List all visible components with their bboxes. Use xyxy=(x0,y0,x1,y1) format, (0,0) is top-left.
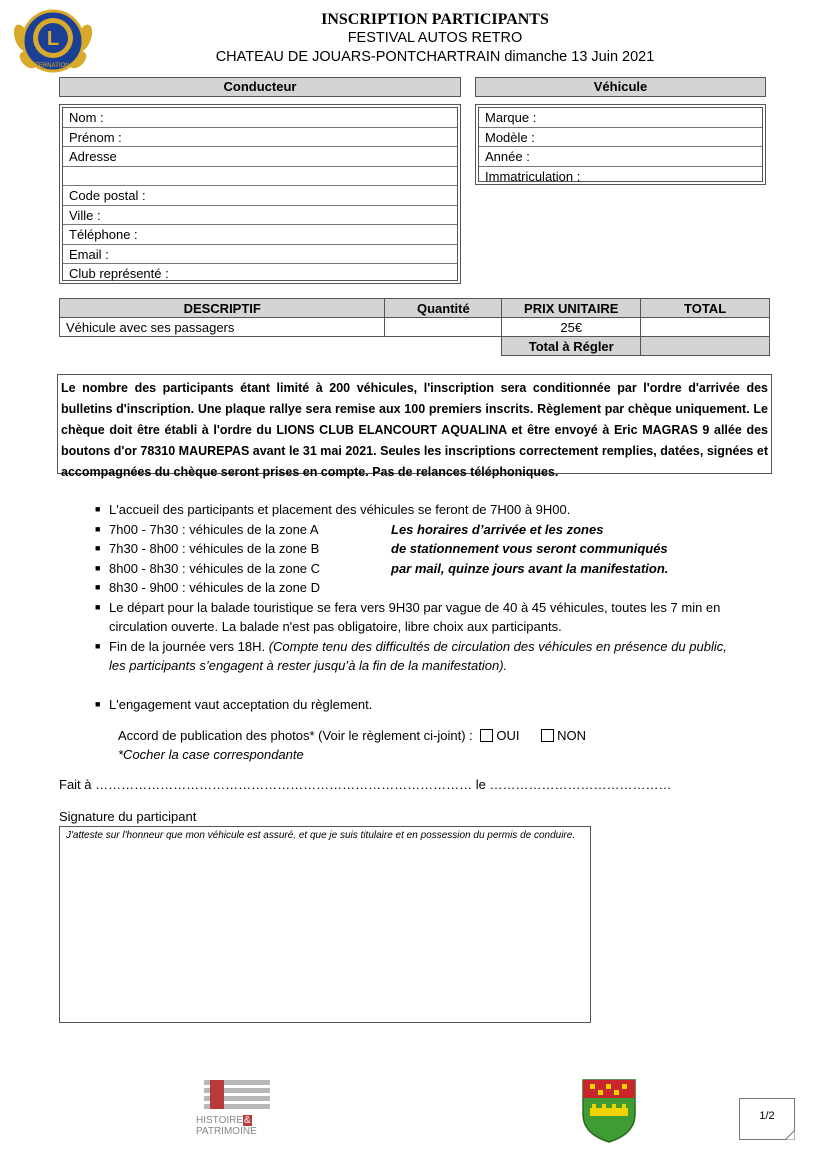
lions-logo-letter: L xyxy=(46,28,60,50)
page-number-box xyxy=(739,1098,795,1140)
vehicule-form xyxy=(475,104,766,185)
conducteur-form xyxy=(59,104,461,284)
conducteur-header xyxy=(59,77,461,97)
vehicule-field[interactable]: Année : xyxy=(479,147,762,167)
photos-question: Accord de publication des photos* (Voir le règlement ci-joint) : xyxy=(118,728,473,743)
non-label: NON xyxy=(557,728,587,743)
pricing-row xyxy=(60,318,770,337)
non-checkbox[interactable] xyxy=(541,729,554,742)
zone-d: ■ 8h30 - 9h00 : véhicules de la zone D xyxy=(95,580,321,595)
col-quantite: Quantité xyxy=(385,299,502,318)
col-prix-unitaire: PRIX UNITAIRE xyxy=(502,299,641,318)
info-depart: ■ Le départ pour la balade touristique se fera vers 9H30 par vague de 40 à 45 véhicules, toutes les 7 min en circulation ouverte. La balade n'est pas obligatoire, libre choix aux participants. xyxy=(95,599,721,634)
lions-logo-caption: INTERNATIONAL xyxy=(29,63,77,69)
logo-line1: HISTOIRE xyxy=(196,1115,244,1126)
conducteur-field[interactable] xyxy=(63,167,457,187)
coat-of-arms-icon xyxy=(580,1078,638,1144)
vehicule-field[interactable]: Immatriculation : xyxy=(485,168,581,184)
zone-b: ■ 7h30 - 8h00 : véhicules de la zone B de stationnement vous seront communiqués xyxy=(95,541,668,556)
row-descriptif: Véhicule avec ses passagers xyxy=(60,318,385,337)
col-total: TOTAL xyxy=(641,299,770,318)
vehicule-field[interactable]: Marque : xyxy=(479,108,762,128)
info-section xyxy=(95,500,775,714)
row-quantite[interactable] xyxy=(385,318,502,337)
event-line xyxy=(0,49,826,65)
attest-text: J'atteste sur l'honneur que mon véhicule est assuré, et que je suis titulaire et en possession du permis de conduire. xyxy=(66,830,576,841)
zone-c: ■ 8h00 - 8h30 : véhicules de la zone C par mail, quinze jours avant la manifestation. xyxy=(95,560,669,576)
conducteur-field[interactable]: Code postal : xyxy=(63,186,457,206)
total-value[interactable] xyxy=(641,337,770,356)
fait-le[interactable]: le …………………………………… xyxy=(475,777,672,792)
histoire-patrimoine-logo xyxy=(196,1076,278,1142)
logo-line2: PATRIMOINE xyxy=(196,1126,257,1137)
page-subtitle xyxy=(0,30,826,46)
fait-a[interactable]: Fait à …………………………………………………………………………… xyxy=(59,777,473,792)
page-title xyxy=(0,11,826,29)
conducteur-field[interactable]: Email : xyxy=(63,245,457,265)
photos-note: *Cocher la case correspondante xyxy=(118,747,304,762)
vehicule-header xyxy=(475,77,766,97)
conducteur-field[interactable]: Prénom : xyxy=(63,128,457,148)
conducteur-title: Conducteur xyxy=(223,79,297,94)
fait-line xyxy=(59,777,671,792)
info-accueil: ■ L'accueil des participants et placement des véhicules se feront de 7H00 à 9H00. xyxy=(95,502,571,517)
col-descriptif: DESCRIPTIF xyxy=(60,299,385,318)
event-text: CHATEAU DE JOUARS-PONTCHARTRAIN dimanche 13 Juin 2021 xyxy=(215,49,655,65)
conducteur-field[interactable]: Nom : xyxy=(63,108,457,128)
zone-a: ■ 7h00 - 7h30 : véhicules de la zone A Les horaires d’arrivée et les zones xyxy=(95,521,604,537)
oui-checkbox[interactable] xyxy=(480,729,493,742)
conducteur-field[interactable]: Adresse xyxy=(63,147,457,167)
total-label: Total à Régler xyxy=(502,337,641,356)
conducteur-field[interactable]: Téléphone : xyxy=(63,225,457,245)
pricing-header-row xyxy=(60,299,770,318)
conducteur-field[interactable]: Club représenté : xyxy=(69,266,169,281)
logo-amp: & xyxy=(244,1115,251,1126)
subtitle-text: FESTIVAL AUTOS RETRO xyxy=(347,30,523,46)
notice-box xyxy=(57,374,772,479)
info-fin: ■ Fin de la journée vers 18H. (Compte tenu des difficultés de circulation des véhicules en présence du public, les participants s’engagent à rester jusqu’à la fin de la manifestation). xyxy=(95,638,727,673)
signature-label: Signature du participant xyxy=(59,809,197,824)
conducteur-field[interactable]: Ville : xyxy=(63,206,457,226)
signature-box[interactable] xyxy=(59,826,591,1023)
vehicule-field[interactable]: Modèle : xyxy=(479,128,762,148)
photos-consent xyxy=(118,726,586,764)
vehicule-title: Véhicule xyxy=(593,79,648,94)
oui-label: OUI xyxy=(496,728,520,743)
notice-text: Le nombre des participants étant limité à 200 véhicules, l'inscription sera conditionnée par l'ordre d'arrivée des bulletins d'inscription. Une plaque rallye sera remise aux 100 premiers inscrits. Règlement par chèque uniquement. Le chèque doit être établi à l'ordre du LIONS CLUB ELANCOURT AQUALINA et être envoyé à Eric MAGRAS 9 allée des boutons d'or 78310 MAUREPAS avant le 31 mai 2021. Seules les inscriptions correctement remplies, datées, signées et accompagnées du chèque seront prises en compte. Pas de relances téléphoniques. xyxy=(61,381,768,479)
pricing-total-row xyxy=(60,337,770,356)
row-prix: 25€ xyxy=(502,318,641,337)
page-number: 1/2 xyxy=(759,1110,775,1122)
info-engagement: ■ L'engagement vaut acceptation du règlement. xyxy=(95,696,373,712)
pricing-table xyxy=(59,298,770,356)
row-total[interactable] xyxy=(641,318,770,337)
title-text: INSCRIPTION PARTICIPANTS xyxy=(321,11,549,28)
